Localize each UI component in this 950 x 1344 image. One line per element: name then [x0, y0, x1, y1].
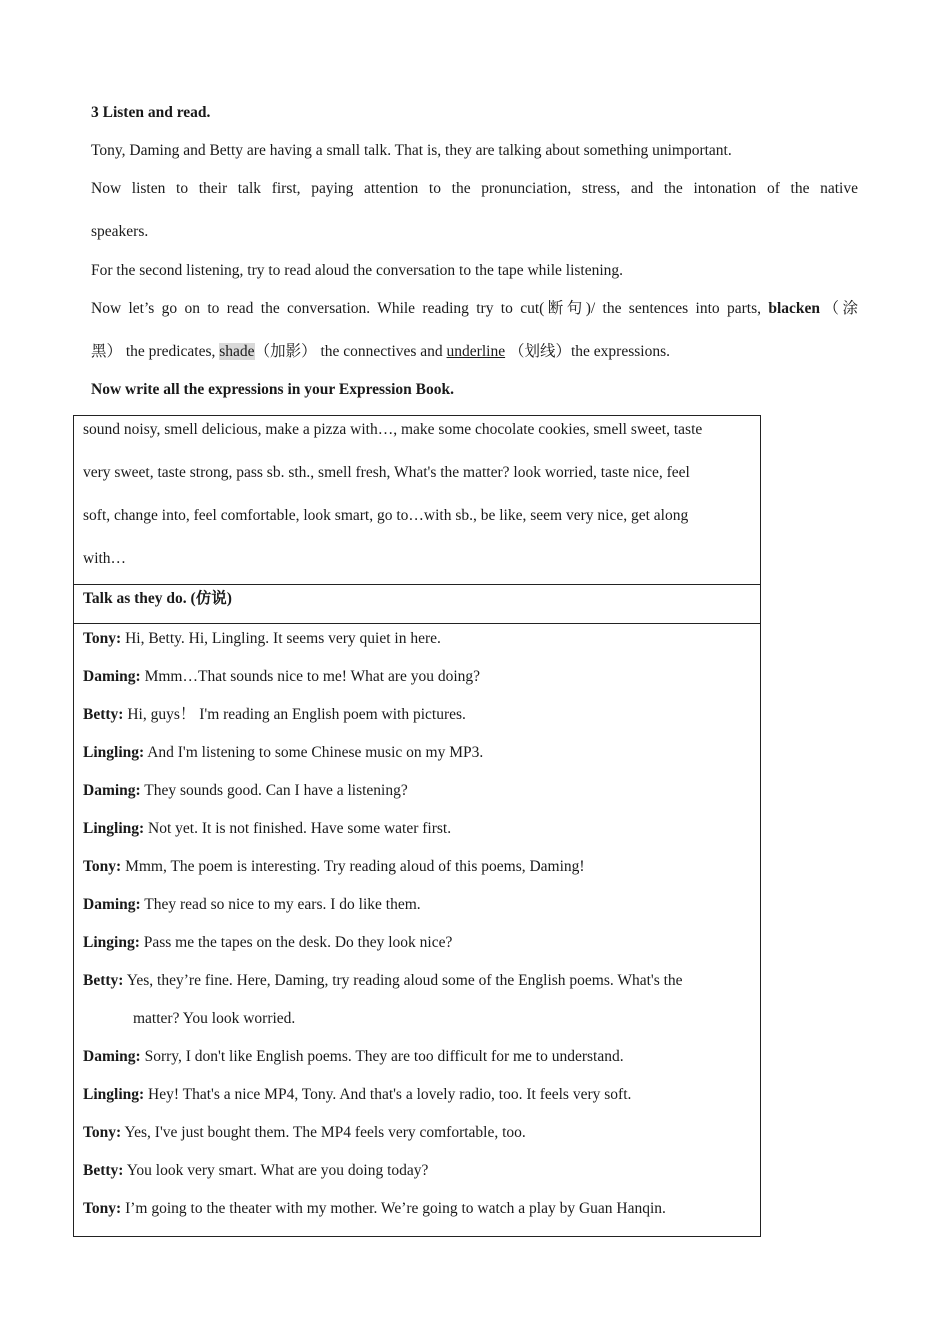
- dialogue-text: Not yet. It is not finished. Have some water first.: [144, 820, 452, 837]
- dialogue-line: [83, 629, 441, 649]
- expressions-box: [73, 415, 761, 585]
- dialogue-line: [83, 933, 452, 953]
- dialogue-text: Pass me the tapes on the desk. Do they look nice?: [139, 934, 453, 951]
- speaker-name: Tony:: [83, 858, 122, 875]
- reading-instructions-line2: [91, 342, 858, 362]
- dialogue-line: [83, 1047, 624, 1067]
- speaker-name: Linging:: [83, 934, 140, 951]
- reading-instructions-line1: [91, 299, 858, 319]
- dialogue-text: Hi, Betty. Hi, Lingling. It seems very quiet in here.: [121, 630, 441, 647]
- dialogue-text: matter? You look worried.: [133, 1010, 296, 1027]
- blacken-chinese: （涂: [820, 300, 859, 317]
- expressions-line-4: with…: [83, 550, 127, 567]
- expression-book-instruction: Now write all the expressions in your Expression Book.: [91, 381, 454, 398]
- dialogue-text: They sounds good. Can I have a listening?: [140, 782, 408, 799]
- speaker-name: Tony:: [83, 1200, 122, 1217]
- dialogue-line: [83, 971, 683, 991]
- dialogue-text: Hey! That's a nice MP4, Tony. And that's a lovely radio, too. It feels very soft.: [144, 1086, 632, 1103]
- listen-paragraph-line1: Now listen to their talk first, paying attention to the pronunciation, stress, and the intonation of the native: [91, 180, 858, 197]
- expressions-line-2: very sweet, taste strong, pass sb. sth., smell fresh, What's the matter? look worried, taste nice, feel: [83, 464, 690, 481]
- speaker-name: Betty:: [83, 706, 124, 723]
- dialogue-line: [83, 667, 480, 687]
- speaker-name: Lingling:: [83, 820, 145, 837]
- section-heading: 3 Listen and read.: [91, 104, 211, 121]
- dialogue-text: I’m going to the theater with my mother. We’re going to watch a play by Guan Hanqin.: [121, 1200, 666, 1217]
- speaker-name: Betty:: [83, 972, 124, 989]
- dialogue-line: [83, 1161, 428, 1181]
- speaker-name: Lingling:: [83, 744, 145, 761]
- listen-paragraph-line2: speakers.: [91, 223, 149, 240]
- dialogue-line: [83, 857, 585, 877]
- dialogue-text: They read so nice to my ears. I do like them.: [140, 896, 421, 913]
- dialogue-text: Sorry, I don't like English poems. They are too difficult for me to understand.: [140, 1048, 624, 1065]
- speaker-name: Lingling:: [83, 1086, 145, 1103]
- second-listening-paragraph: For the second listening, try to read aloud the conversation to the tape while listening.: [91, 262, 624, 279]
- dialogue-line: [83, 895, 421, 915]
- expressions-line-3: soft, change into, feel comfortable, look smart, go to…with sb., be like, seem very nice, get along: [83, 507, 689, 524]
- reading-instructions-text: Now let’s go on to read the conversation. While reading try to cut(断句)/ the sentences into parts,: [91, 300, 762, 317]
- dialogue-box: [73, 623, 761, 1237]
- dialogue-line-continuation: [133, 1009, 295, 1029]
- dialogue-text: And I'm listening to some Chinese music on my MP3.: [144, 744, 484, 761]
- talk-header: Talk as they do. (仿说): [83, 590, 232, 607]
- speaker-name: Tony:: [83, 1124, 122, 1141]
- dialogue-text: You look very smart. What are you doing today?: [123, 1162, 429, 1179]
- talk-header-box: [73, 584, 761, 624]
- dialogue-text: Yes, I've just bought them. The MP4 feels very comfortable, too.: [121, 1124, 526, 1141]
- underline-keyword: underline: [446, 343, 506, 360]
- dialogue-line: [83, 705, 466, 725]
- speaker-name: Daming:: [83, 1048, 141, 1065]
- dialogue-line: [83, 1199, 666, 1219]
- dialogue-line: [83, 1085, 631, 1105]
- speaker-name: Daming:: [83, 668, 141, 685]
- dialogue-text: Mmm…That sounds nice to me! What are you doing?: [140, 668, 481, 685]
- shade-keyword: shade: [219, 343, 255, 360]
- dialogue-text: Hi, guys！ I'm reading an English poem with pictures.: [123, 706, 466, 723]
- dialogue-line: [83, 819, 451, 839]
- expressions-line-1: sound noisy, smell delicious, make a pizza with…, make some chocolate cookies, smell sweet, taste: [83, 421, 703, 438]
- shade-chinese: （加影） the connectives and: [254, 343, 443, 360]
- blacken-keyword: blacken: [768, 300, 821, 317]
- speaker-name: Betty:: [83, 1162, 124, 1179]
- dialogue-text: Mmm, The poem is interesting. Try reading aloud of this poems, Daming!: [121, 858, 585, 875]
- speaker-name: Tony:: [83, 630, 122, 647]
- intro-paragraph: Tony, Daming and Betty are having a small talk. That is, they are talking about something unimportant.: [91, 142, 732, 159]
- dialogue-text: Yes, they’re fine. Here, Daming, try reading aloud some of the English poems. What's the: [123, 972, 683, 989]
- underline-chinese: （划线）the expressions.: [508, 343, 670, 360]
- dialogue-line: [83, 781, 408, 801]
- dialogue-line: [83, 1123, 526, 1143]
- dialogue-line: [83, 743, 483, 763]
- speaker-name: Daming:: [83, 896, 141, 913]
- predicates-text: 黑） the predicates,: [91, 343, 216, 360]
- speaker-name: Daming:: [83, 782, 141, 799]
